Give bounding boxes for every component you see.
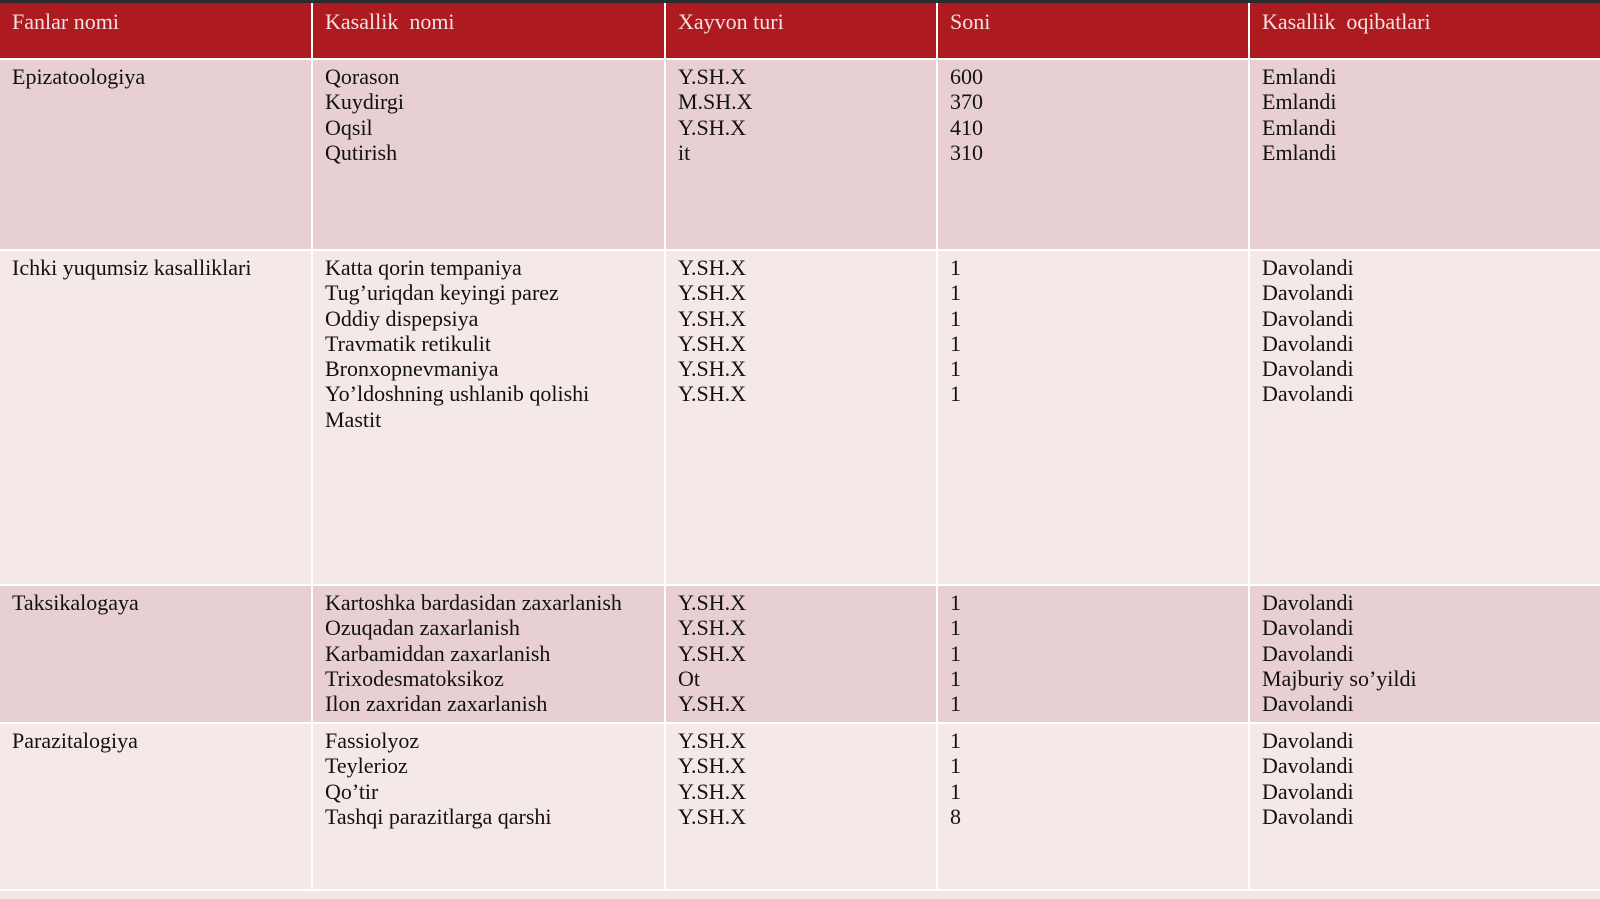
cell-oqibat	[1249, 250, 1600, 585]
oqibat-item: Davolandi	[1262, 255, 1354, 280]
oqibat-item: Emlandi	[1262, 139, 1337, 165]
oqibat-item: Davolandi	[1262, 615, 1354, 641]
soni-item: 1	[950, 356, 961, 382]
fan-name: Ichki yuqumsiz kasalliklari	[12, 255, 252, 280]
oqibat-item: Davolandi	[1262, 305, 1354, 331]
oqibat-item: Davolandi	[1262, 381, 1354, 407]
kasallik-item: Qutirish	[325, 139, 398, 165]
kasallik-item: Ilon zaxridan zaxarlanish	[325, 691, 548, 717]
soni-item: 1	[950, 381, 961, 407]
cell-soni	[937, 585, 1249, 723]
cell-fan	[0, 250, 312, 585]
soni-item: 1	[950, 640, 961, 666]
xayvon-item: Ot	[678, 665, 700, 691]
oqibat-item: Davolandi	[1262, 280, 1354, 306]
oqibat-item: Emlandi	[1262, 64, 1337, 89]
cell-xayvon	[665, 585, 937, 723]
header-kasallik-nomi: Kasallik nomi	[312, 3, 665, 59]
cell-oqibat	[1249, 59, 1600, 250]
soni-item: 410	[950, 114, 983, 140]
oqibat-item: Davolandi	[1262, 753, 1354, 779]
kasallik-item: Karbamiddan zaxarlanish	[325, 640, 551, 666]
xayvon-item: Y.SH.X	[678, 64, 747, 89]
soni-item: 600	[950, 64, 983, 89]
xayvon-item: Y.SH.X	[678, 590, 747, 615]
cell-oqibat	[1249, 723, 1600, 890]
xayvon-item: Y.SH.X	[678, 803, 747, 829]
xayvon-item: Y.SH.X	[678, 728, 747, 753]
soni-item: 370	[950, 89, 983, 115]
cell-fan	[0, 585, 312, 723]
oqibat-item: Emlandi	[1262, 89, 1337, 115]
kasallik-item: Ozuqadan zaxarlanish	[325, 615, 520, 641]
disease-report-table	[0, 3, 1600, 891]
kasallik-item: Travmatik retikulit	[325, 330, 492, 356]
xayvon-item: Y.SH.X	[678, 255, 747, 280]
kasallik-item: Kartoshka bardasidan zaxarlanish	[325, 590, 622, 615]
oqibat-item: Davolandi	[1262, 590, 1354, 615]
kasallik-item: Kuydirgi	[325, 89, 405, 115]
cell-xayvon	[665, 723, 937, 890]
oqibat-item: Davolandi	[1262, 691, 1354, 717]
xayvon-item: Y.SH.X	[678, 778, 747, 804]
xayvon-item: Y.SH.X	[678, 330, 747, 356]
kasallik-item: Oqsil	[325, 114, 373, 140]
soni-item: 1	[950, 590, 961, 615]
kasallik-item: Trixodesmatoksikoz	[325, 665, 504, 691]
cell-soni	[937, 59, 1249, 250]
soni-item: 1	[950, 691, 961, 717]
xayvon-item: M.SH.X	[678, 89, 753, 115]
kasallik-item: Tashqi parazitlarga qarshi	[325, 803, 552, 829]
cell-soni	[937, 250, 1249, 585]
kasallik-item: Teylerioz	[325, 753, 408, 779]
oqibat-item: Davolandi	[1262, 803, 1354, 829]
xayvon-item: Y.SH.X	[678, 381, 747, 407]
fan-name: Epizatoologiya	[12, 64, 146, 89]
kasallik-item: Mastit	[325, 406, 382, 432]
soni-item: 1	[950, 753, 961, 779]
cell-oqibat	[1249, 585, 1600, 723]
table-row	[0, 250, 1600, 585]
soni-item: 1	[950, 330, 961, 356]
kasallik-item: Fassiolyoz	[325, 728, 420, 753]
cell-kasallik	[312, 723, 665, 890]
table-row	[0, 723, 1600, 890]
xayvon-item: Y.SH.X	[678, 280, 747, 306]
kasallik-item: Qorason	[325, 64, 400, 89]
cell-kasallik	[312, 59, 665, 250]
table-row	[0, 585, 1600, 723]
oqibat-item: Majburiy so’yildi	[1262, 665, 1417, 691]
kasallik-item: Tug’uriqdan keyingi parez	[325, 280, 559, 306]
header-xayvon-turi: Xayvon turi	[665, 3, 937, 59]
soni-item: 1	[950, 615, 961, 641]
xayvon-item: it	[678, 139, 691, 165]
soni-item: 8	[950, 803, 961, 829]
xayvon-item: Y.SH.X	[678, 356, 747, 382]
oqibat-item: Davolandi	[1262, 356, 1354, 382]
cell-xayvon	[665, 59, 937, 250]
soni-item: 1	[950, 255, 961, 280]
kasallik-item: Bronxopnevmaniya	[325, 356, 499, 382]
cell-kasallik	[312, 585, 665, 723]
xayvon-item: Y.SH.X	[678, 640, 747, 666]
cell-fan	[0, 723, 312, 890]
soni-item: 1	[950, 280, 961, 306]
header-fanlar-nomi: Fanlar nomi	[0, 3, 312, 59]
soni-item: 1	[950, 778, 961, 804]
oqibat-item: Davolandi	[1262, 728, 1354, 753]
xayvon-item: Y.SH.X	[678, 305, 747, 331]
kasallik-item: Yo’ldoshning ushlanib qolishi	[325, 381, 590, 407]
fan-name: Parazitalogiya	[12, 728, 138, 753]
xayvon-item: Y.SH.X	[678, 114, 747, 140]
soni-item: 1	[950, 305, 961, 331]
xayvon-item: Y.SH.X	[678, 615, 747, 641]
cell-xayvon	[665, 250, 937, 585]
cell-kasallik	[312, 250, 665, 585]
cell-fan	[0, 59, 312, 250]
xayvon-item: Y.SH.X	[678, 753, 747, 779]
table-row	[0, 59, 1600, 250]
header-kasallik-oqibatlari: Kasallik oqibatlari	[1249, 3, 1600, 59]
cell-soni	[937, 723, 1249, 890]
kasallik-item: Qo’tir	[325, 778, 379, 804]
oqibat-item: Davolandi	[1262, 778, 1354, 804]
oqibat-item: Davolandi	[1262, 330, 1354, 356]
header-row	[0, 3, 1600, 59]
soni-item: 1	[950, 665, 961, 691]
oqibat-item: Emlandi	[1262, 114, 1337, 140]
soni-item: 1	[950, 728, 961, 753]
kasallik-item: Katta qorin tempaniya	[325, 255, 522, 280]
kasallik-item: Oddiy dispepsiya	[325, 305, 479, 331]
soni-item: 310	[950, 139, 983, 165]
xayvon-item: Y.SH.X	[678, 691, 747, 717]
oqibat-item: Davolandi	[1262, 640, 1354, 666]
header-soni: Soni	[937, 3, 1249, 59]
fan-name: Taksikalogaya	[12, 590, 139, 615]
